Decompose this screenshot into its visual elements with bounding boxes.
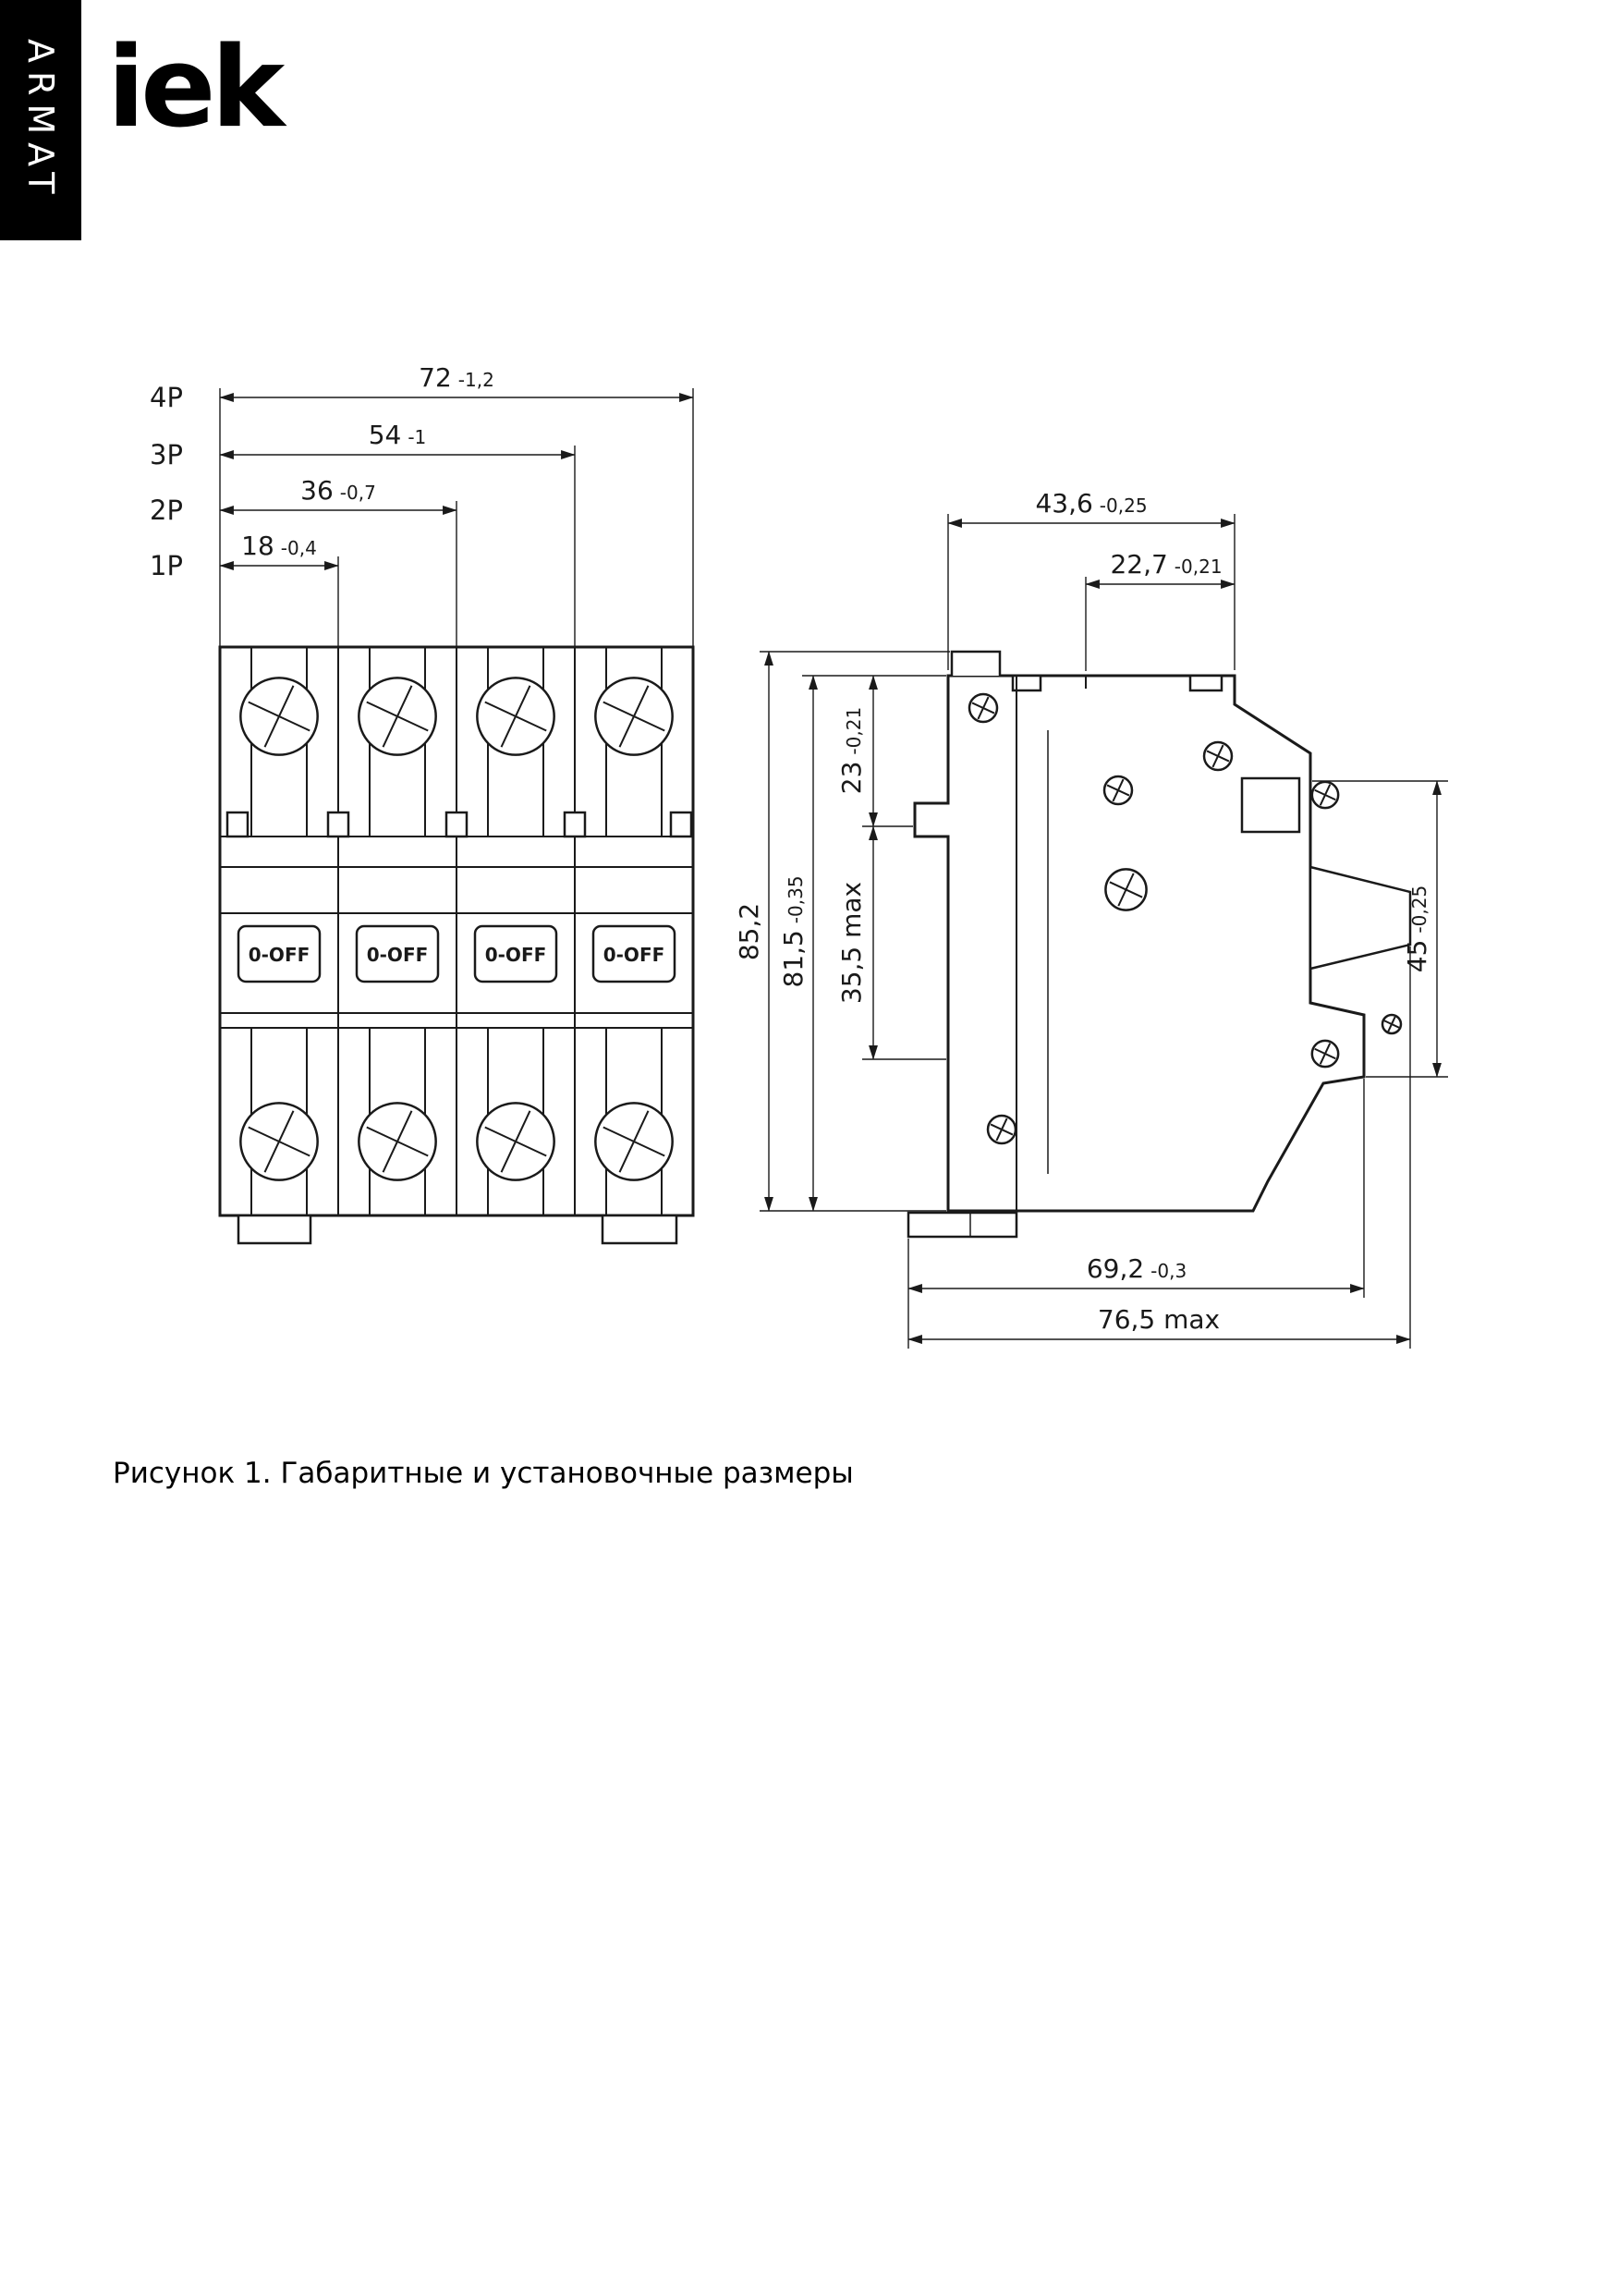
toggle-label: 0-OFF <box>248 944 310 966</box>
figure-caption: Рисунок 1. Габаритные и установочные размеры <box>113 1457 854 1490</box>
toggle-switch <box>238 926 320 982</box>
toggle-label: 0-OFF <box>366 944 429 966</box>
side-toggle-lever <box>1310 867 1410 969</box>
screw-icon <box>1309 779 1340 810</box>
dim-width-4p: 72 -1,2 <box>419 362 494 393</box>
toggle-switch <box>357 926 438 982</box>
toggle-label: 0-OFF <box>603 944 665 966</box>
label-window <box>1242 778 1299 832</box>
front-view-body <box>220 647 693 1243</box>
dim-width-3p: 54 -1 <box>368 420 427 450</box>
toggle-label: 0-OFF <box>484 944 547 966</box>
series-tab-label: ARMAT <box>20 38 61 202</box>
dim-front-depth: 35,5 max <box>836 881 867 1005</box>
side-view-body <box>908 652 1410 1237</box>
pole-label-3p: 3P <box>150 439 183 470</box>
pole-label-4p: 4P <box>150 382 183 413</box>
dim-width-1p: 18 -0,4 <box>241 531 317 561</box>
din-clip <box>908 1213 1016 1237</box>
side-view <box>734 488 1448 1349</box>
dim-width-2p: 36 -0,7 <box>300 475 376 506</box>
toggle-switch <box>593 926 675 982</box>
dim-mount-depth: 69,2 -0,3 <box>1086 1253 1187 1284</box>
front-view <box>150 362 693 1243</box>
pole-label-2p: 2P <box>150 495 183 526</box>
front-view-dimensions <box>150 362 693 647</box>
toggle-switch <box>475 926 556 982</box>
dim-upper-depth: 23-0,21 <box>836 706 867 795</box>
dim-top-offset: 22,7 -0,21 <box>1110 549 1223 580</box>
dim-front-height: 45-0,25 <box>1402 885 1432 973</box>
dim-total-height: 85,2 <box>734 902 764 961</box>
screw-icon <box>1381 1013 1402 1034</box>
dim-top-width: 43,6 -0,25 <box>1035 488 1148 519</box>
dim-body-height: 81,5-0,35 <box>778 875 809 988</box>
pole-label-1p: 1P <box>150 550 183 581</box>
iek-logo: iek <box>107 24 281 153</box>
dim-max-depth: 76,5 max <box>1097 1304 1221 1335</box>
